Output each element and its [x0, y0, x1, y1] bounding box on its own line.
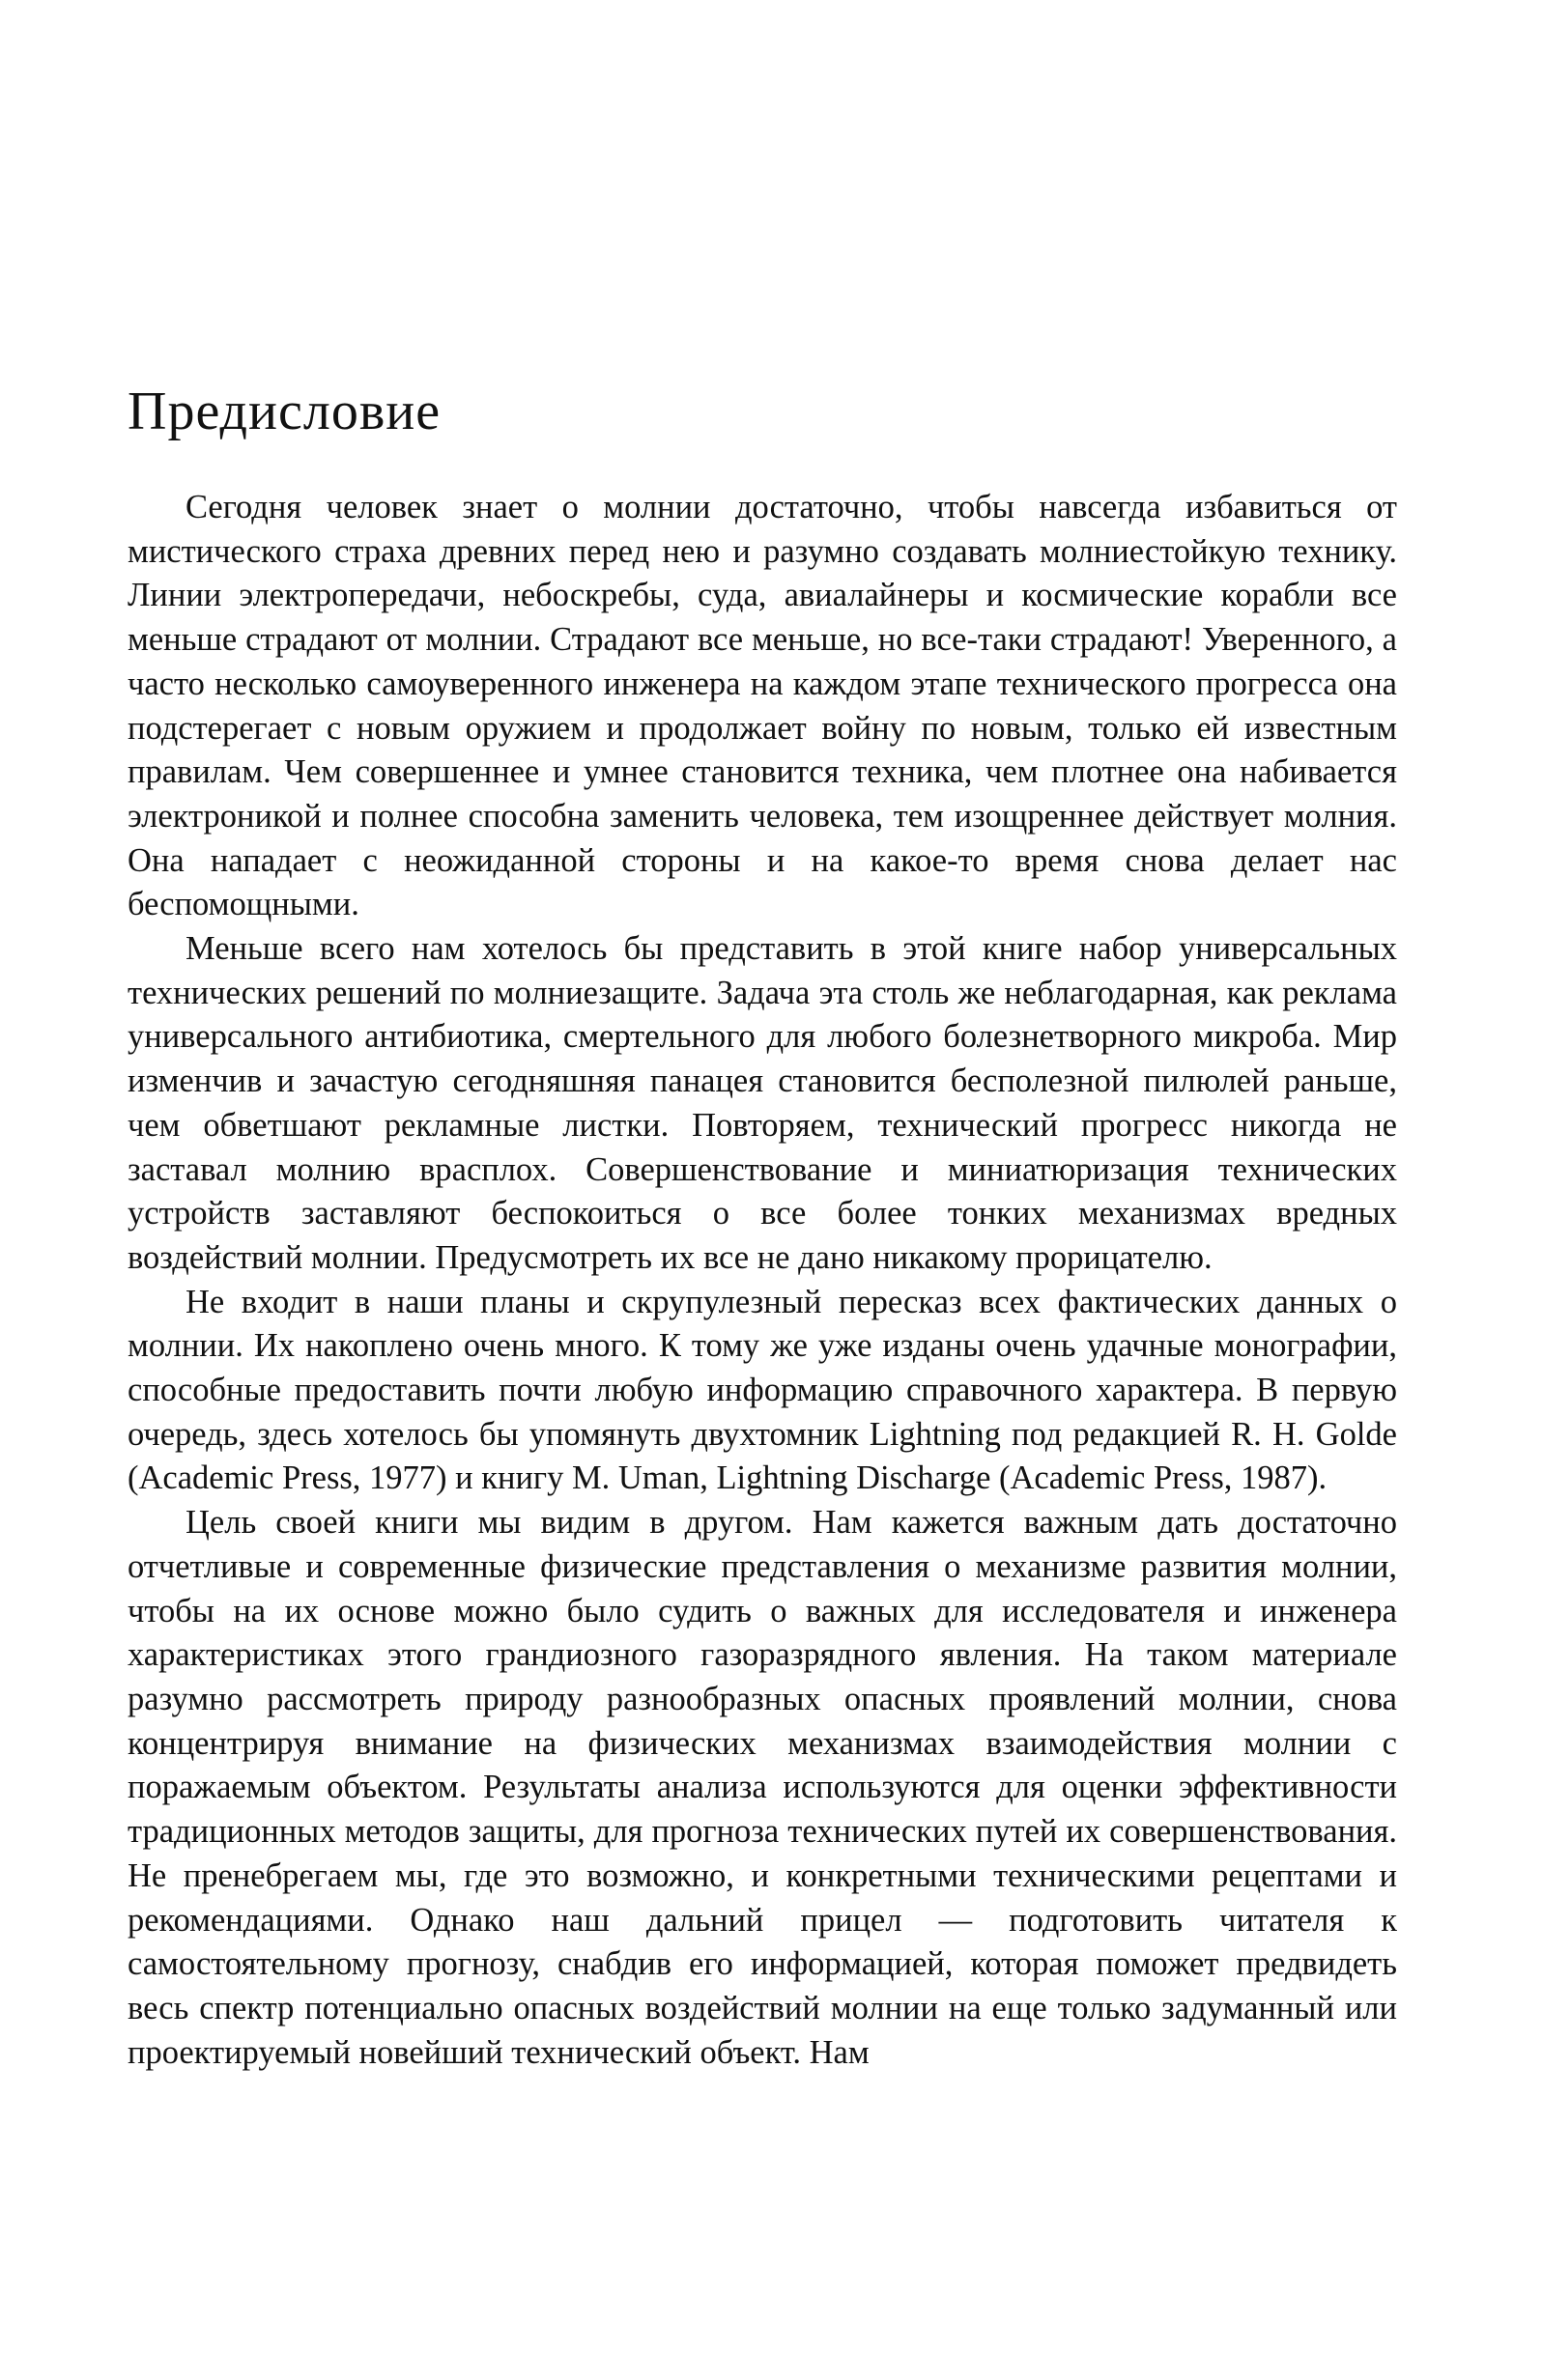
- paragraph-2: Меньше всего нам хотелось бы представить в этой книге набор универсальных технических решений по молниезащите. Задача эта столь же неблагодарная, как реклама универсального антибиотика, смертельного для любого болезнетворного микроба. Мир изменчив и зачастую сегодняшняя панацея становится бесполезной пилюлей раньше, чем обветшают рекламные листки. Повторяем, технический прогресс никогда не заставал молнию врасплох. Совершенствование и миниатюризация технических устройств заставляют беспокоиться о все более тонких механизмах вредных воздействий молнии. Предусмотреть их все не дано никакому прорицателю.: [128, 930, 1397, 1276]
- paragraph-4: Цель своей книги мы видим в другом. Нам кажется важным дать достаточно отчетливые и современные физические представления о механизме развития молнии, чтобы на их основе можно было судить о важных для исследователя и инженера характеристиках этого грандиозного газоразрядного явления. На таком материале разумно рассмотреть природу разнообразных опасных проявлений молнии, снова концентрируя внимание на физических механизмах взаимодействия молнии с поражаемым объектом. Результаты анализа используются для оценки эффективности традиционных методов защиты, для прогноза технических путей их совершенствования. Не пренебрегаем мы, где это возможно, и конкретными техническими рецептами и рекомендациями. Однако наш дальний прицел — подготовить читателя к самостоятельному прогнозу, снабдив его информацией, которая поможет предвидеть весь спектр потенциально опасных воздействий молнии на еще только задуманный или проектируемый новейший технический объект. Нам: [128, 1504, 1397, 2071]
- paragraph-1: Сегодня человек знает о молнии достаточно, чтобы навсегда избавиться от мистического страха древних перед нею и разумно создавать молниестойкую технику. Линии электропередачи, небоскребы, суда, авиалайнеры и космические корабли все меньше страдают от молнии. Страдают все меньше, но все-таки страдают! Уверенного, а часто несколько самоуверенного инженера на каждом этапе технического прогресса она подстерегает с новым оружием и продолжает войну по новым, только ей известным правилам. Чем совершеннее и умнее становится техника, чем плотнее она набивается электроникой и полнее способна заменить человека, тем изощреннее действует молния. Она нападает с неожиданной стороны и на какое-то время снова делает нас беспомощными.: [128, 489, 1397, 923]
- paragraph-3: Не входит в наши планы и скрупулезный пересказ всех фактических данных о молнии. Их накоплено очень много. К тому же уже изданы очень удачные монографии, способные предоставить почти любую информацию справочного характера. В первую очередь, здесь хотелось бы упомянуть двухтомник Lightning под редакцией R. H. Golde (Academic Press, 1977) и книгу M. Uman, Lightning Discharge (Academic Press, 1987).: [128, 1283, 1397, 1497]
- body-text: [128, 486, 1397, 2244]
- page-title: Предисловие: [128, 382, 442, 441]
